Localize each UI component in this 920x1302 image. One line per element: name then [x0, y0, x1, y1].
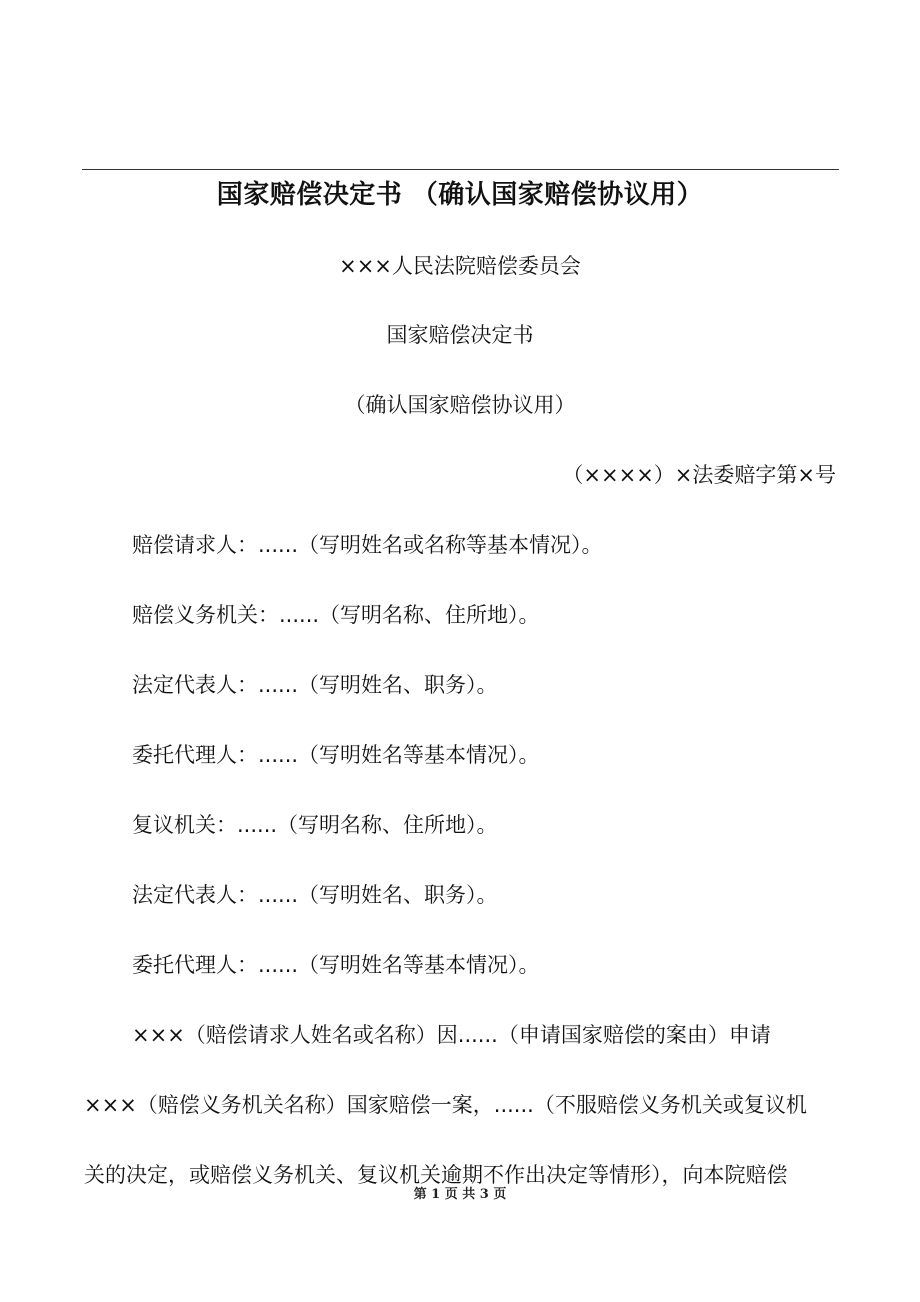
document-name: 国家赔偿决定书 — [386, 323, 534, 347]
party-line: 法定代表人：......（写明姓名、职务）。 — [132, 883, 498, 907]
header-divider — [82, 169, 839, 170]
body-text-line: ×××（赔偿义务机关名称）国家赔偿一案，......（不服赔偿义务机关或复议机 — [84, 1093, 807, 1117]
party-line: 赔偿请求人：......（写明姓名或名称等基本情况）。 — [132, 533, 603, 557]
case-number: （××××）×法委赔字第×号 — [562, 463, 836, 487]
party-line: 委托代理人：......（写明姓名等基本情况）。 — [132, 743, 540, 767]
party-line: 赔偿义务机关：......（写明名称、住所地）。 — [132, 603, 540, 627]
party-line: 复议机关：......（写明名称、住所地）。 — [132, 813, 498, 837]
body-text-line: ×××（赔偿请求人姓名或名称）因......（申请国家赔偿的案由）申请 — [132, 1023, 771, 1047]
court-name: ×××人民法院赔偿委员会 — [339, 254, 581, 278]
party-line: 法定代表人：......（写明姓名、职务）。 — [132, 673, 498, 697]
document-usage: （确认国家赔偿协议用） — [344, 393, 576, 417]
body-text-line: 关的决定，或赔偿义务机关、复议机关逾期不作出决定等情形），向本院赔偿 — [84, 1163, 788, 1187]
page-number: 第 1 页 共 3 页 — [413, 1187, 507, 1202]
document-title: 国家赔偿决定书 （确认国家赔偿协议用） — [216, 180, 704, 210]
party-line: 委托代理人：......（写明姓名等基本情况）。 — [132, 953, 540, 977]
